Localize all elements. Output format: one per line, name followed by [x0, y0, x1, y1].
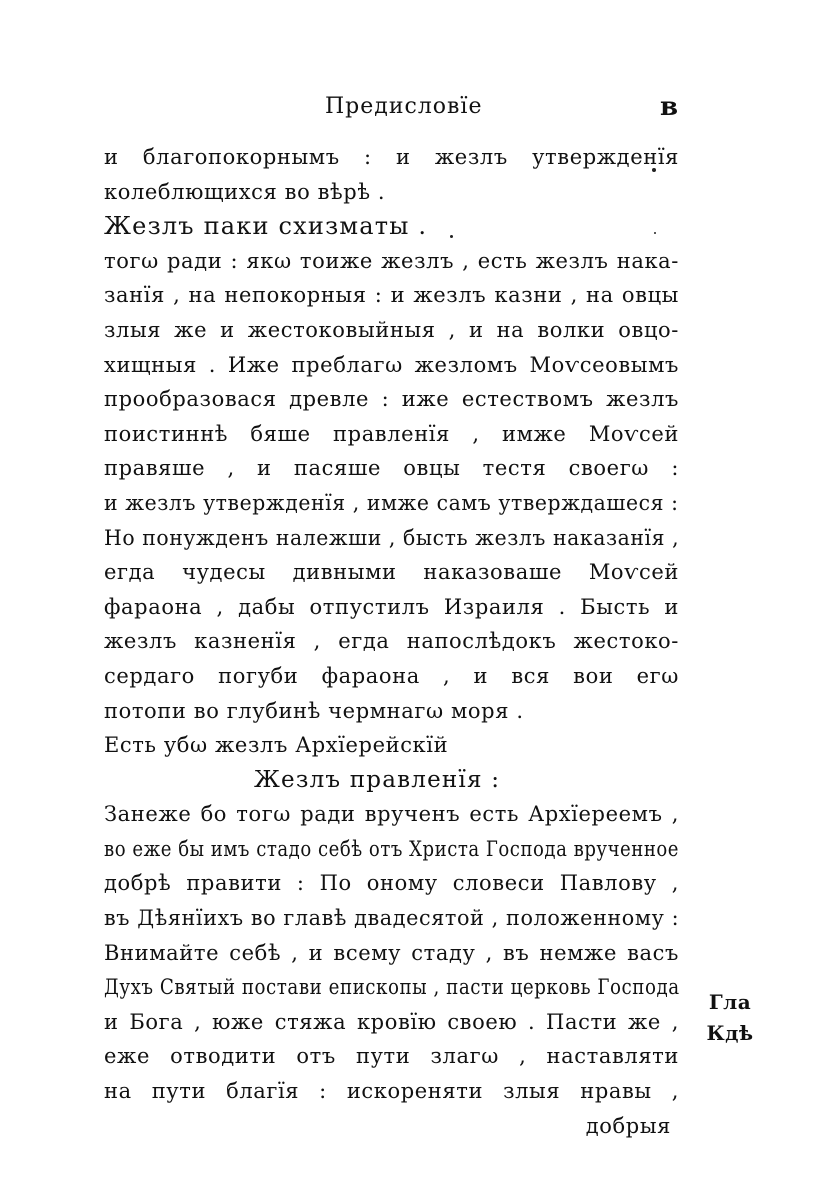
text-line: на пути благїя : искореняти злыя нравы , — [104, 1079, 679, 1104]
text-line: хищныя . Иже преблагω жезломъ Моѵсеовымъ — [104, 352, 679, 377]
text-line: занїя , на непокорныя : и жезлъ казни , на овцы — [104, 283, 679, 308]
text-line: колеблющихся во вѣрѣ . — [104, 179, 386, 204]
text-line: прообразовася древле : иже естествомъ жезлъ — [104, 387, 679, 412]
text-line: во еже бы имъ стадо себѣ отъ Христа Господа врученное — [104, 836, 680, 861]
text-line: правяше , и пасяше овцы тестя своегω : — [104, 456, 679, 481]
text-line: Внимайте себѣ , и всему стаду , въ немже васъ — [104, 940, 679, 965]
text-line: въ Дѣянїихъ во главѣ двадесятой , положенному : — [104, 906, 680, 931]
text-line: фараона , дабы отпустилъ Израиля . Бысть и — [104, 594, 679, 619]
text-line: Есть убω жезлъ Архїерейскїй — [104, 733, 449, 758]
text-line: Занеже бо тогω ради врученъ есть Архїереемъ , — [104, 802, 679, 827]
text-line: и Бога , юже стяжа кровїю своею . Пасти же , — [104, 1009, 679, 1034]
text-line: злыя же и жестоковыйныя , и на волки овцо- — [104, 317, 679, 342]
text-line: и благопокорнымъ : и жезлъ утвержденїя — [104, 145, 679, 169]
margin-note: Кдѣ — [706, 1021, 754, 1045]
text-line: тогω ради : якω тоиже жезлъ , есть жезлъ нака- — [104, 248, 679, 273]
text-line: Но понужденъ належши , бысть жезлъ наказанїя , — [104, 525, 680, 550]
text-line: поистиннѣ бяше правленїя , имже Моѵсей — [104, 421, 679, 446]
text-line: потопи во глубинѣ чермнагω моря . — [104, 698, 524, 723]
margin-note: Гла — [708, 990, 752, 1014]
body-text — [104, 140, 679, 1143]
text-line: жезлъ казненїя , егда напослѣдокъ жестоко- — [104, 629, 679, 654]
page-number: в — [660, 92, 679, 122]
text-line: Духъ Святый постави епископы , пасти церковь Господа — [104, 975, 680, 1000]
text-line: и жезлъ утвержденїя , имже самъ утверждашеся : — [104, 490, 679, 515]
section-heading: Жезлъ паки схизматы . — [104, 212, 428, 241]
text-line: сердаго погуби фараона , и вся вои егω — [104, 663, 679, 688]
text-line: еже отводити отъ пути злагω , наставляти — [104, 1044, 679, 1069]
catchword: добрыя — [585, 1113, 671, 1138]
section-heading: Жезлъ правленїя : — [254, 766, 501, 793]
text-line: егда чудесы дивными наказоваше Моѵсей — [104, 560, 679, 585]
page-header-title: Предисловїе — [325, 94, 483, 119]
text-line: добрѣ правити : По оному словеси Павлову , — [104, 871, 679, 896]
